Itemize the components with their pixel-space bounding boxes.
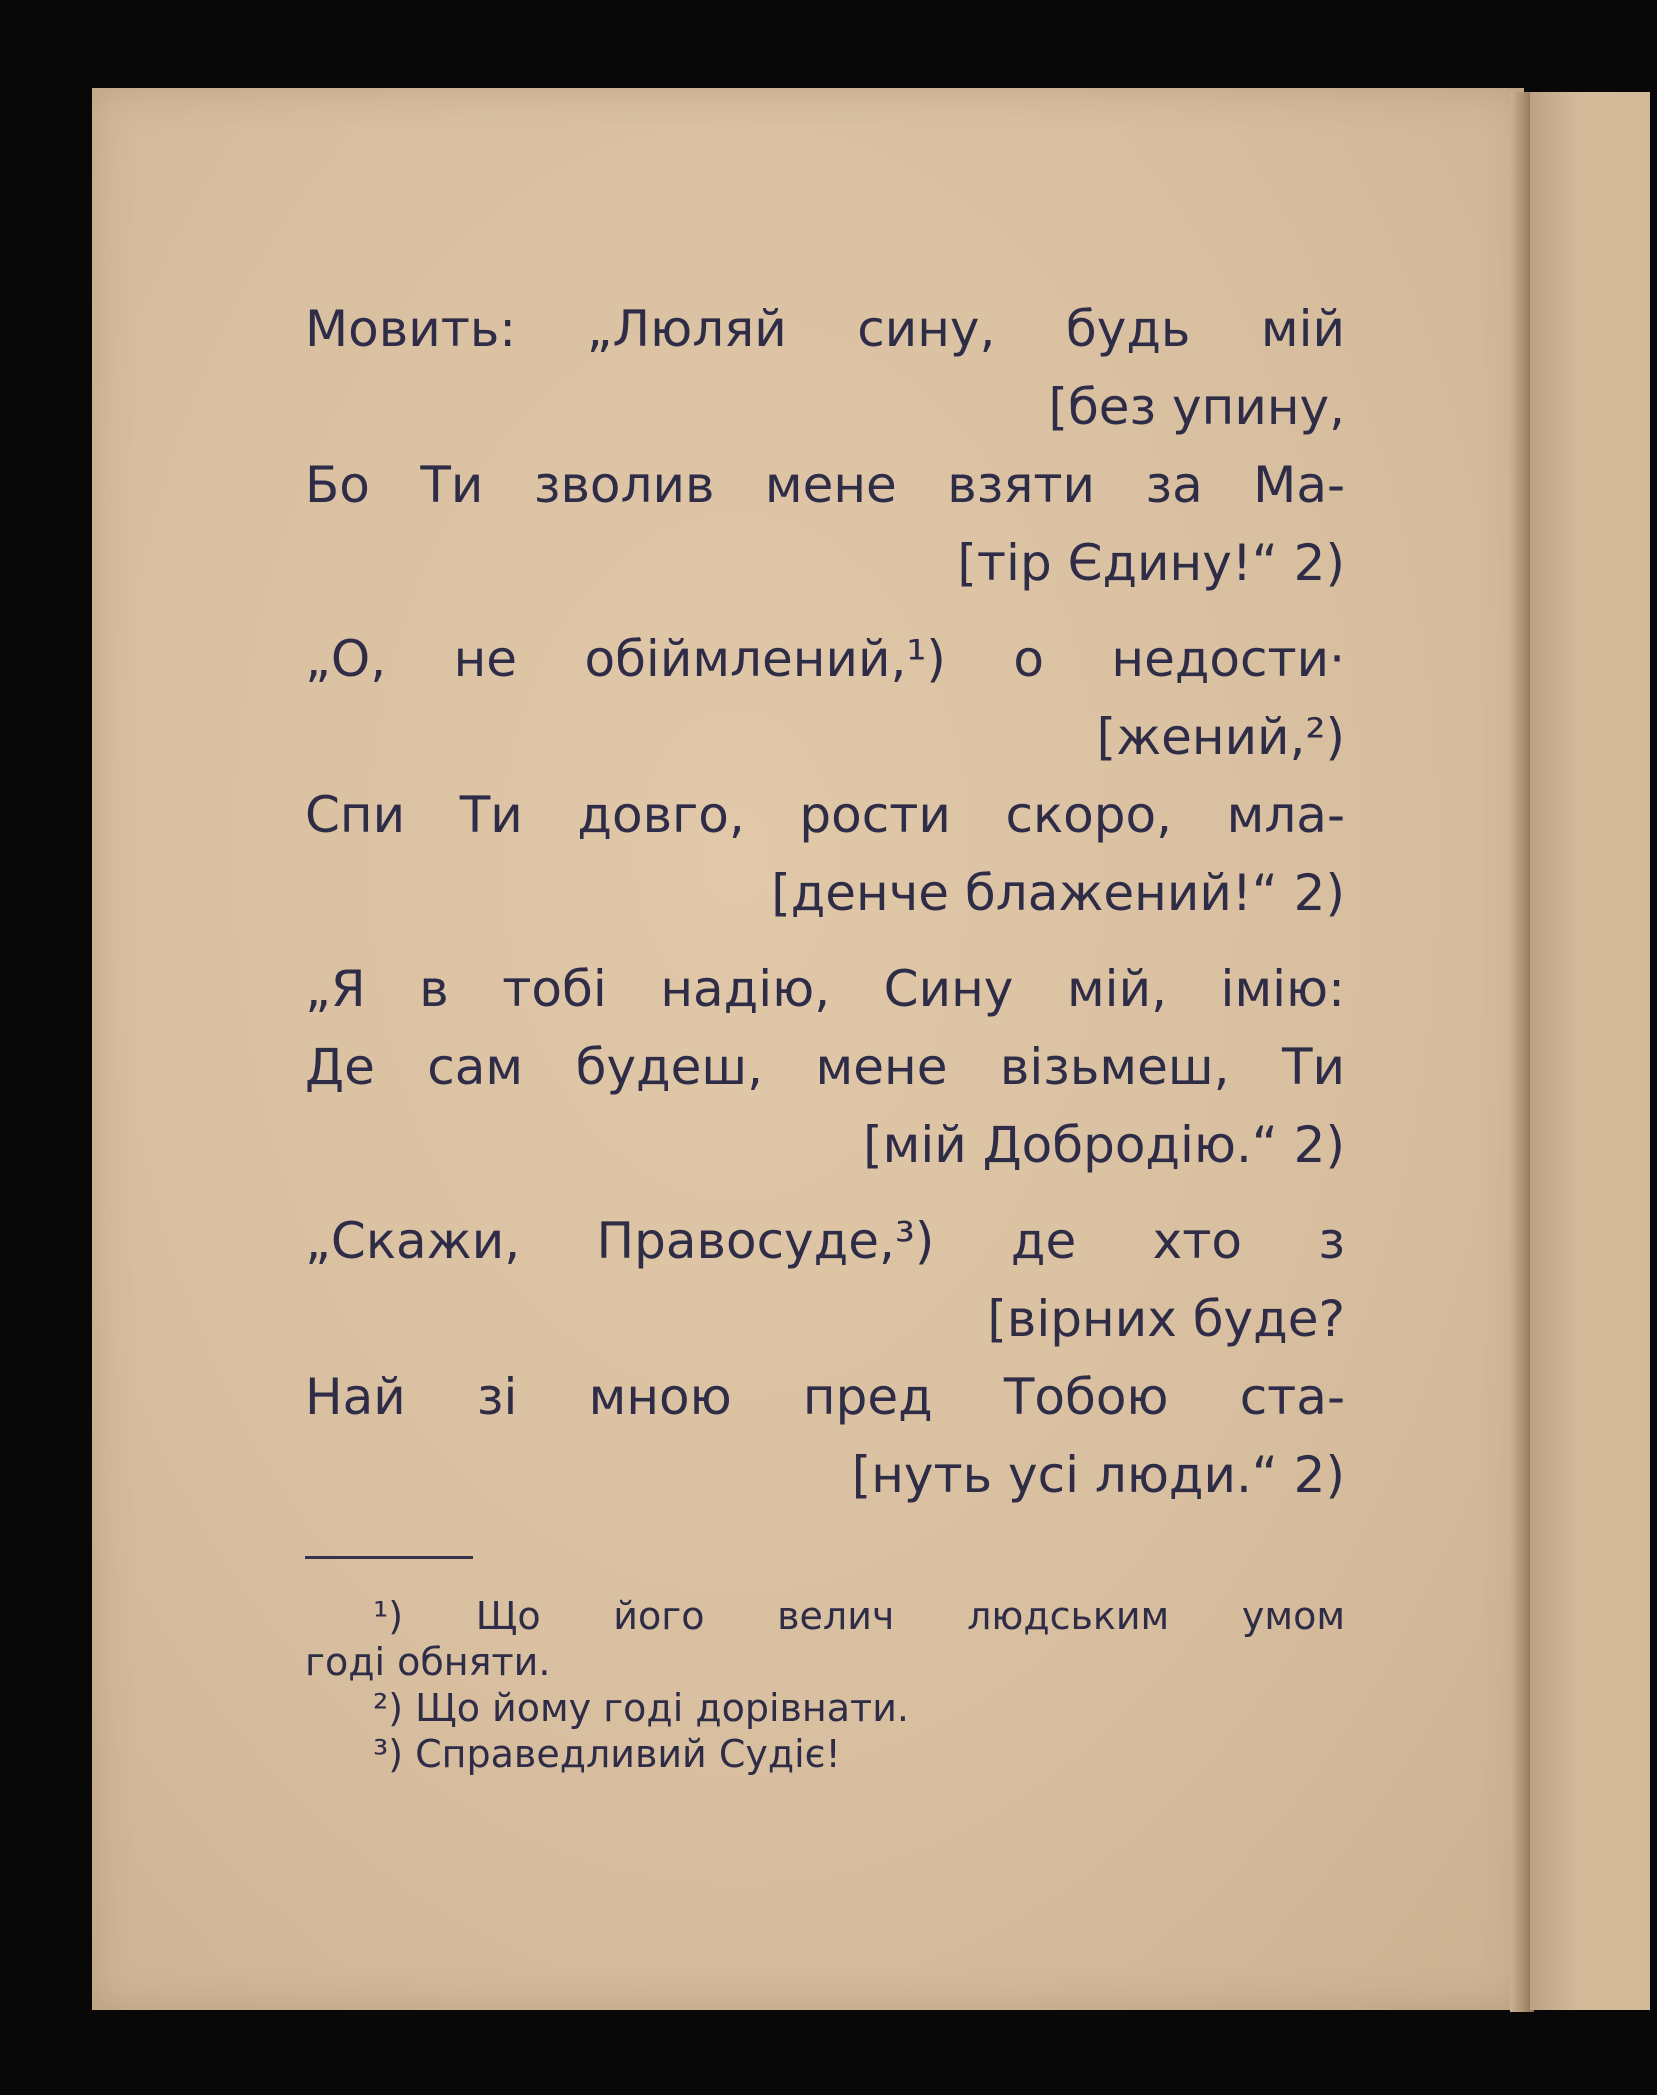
stanza-gap bbox=[305, 932, 1345, 950]
poem-line: „О, не обіймлений,¹) о недости· bbox=[305, 630, 1345, 688]
poem-line: [нуть усі люди.“ 2) bbox=[851, 1446, 1345, 1504]
poem-line: [без упину, bbox=[1048, 378, 1345, 436]
poem-line: „Скажи, Правосуде,³) де хто з bbox=[305, 1212, 1345, 1270]
poem-text-block bbox=[305, 290, 1345, 1777]
poem-line: Мовить: „Люляй сину, будь мій bbox=[305, 300, 1345, 358]
poem-line: Бо Ти зволив мене взяти за Ма- bbox=[305, 456, 1345, 514]
poem-line: „Я в тобі надію, Сину мій, імію: bbox=[305, 960, 1345, 1018]
stanza-gap bbox=[305, 1184, 1345, 1202]
poem-line: [денче блажений!“ 2) bbox=[771, 864, 1345, 922]
poem-line: Де сам будеш, мене візьмеш, Ти bbox=[305, 1038, 1345, 1096]
poem-line: Спи Ти довго, рости скоро, мла- bbox=[305, 786, 1345, 844]
footnote-divider bbox=[305, 1556, 473, 1559]
footnote-3: ³) Справедливий Судіє! bbox=[373, 1732, 841, 1776]
adjacent-page-edge bbox=[1530, 92, 1650, 2010]
poem-line: [мій Добродію.“ 2) bbox=[863, 1116, 1345, 1174]
poem-line: [жений,²) bbox=[1096, 708, 1345, 766]
stanza-gap bbox=[305, 602, 1345, 620]
footnote-1-line-2: годі обняти. bbox=[305, 1640, 551, 1684]
footnote-2: ²) Що йому годі дорівнати. bbox=[373, 1686, 909, 1730]
poem-line: Най зі мною пред Тобою ста- bbox=[305, 1368, 1345, 1426]
poem-line: [тір Єдину!“ 2) bbox=[957, 534, 1345, 592]
footnote-1-line-1: ¹) Що його велич людським умом bbox=[373, 1594, 1345, 1638]
poem-line: [вірних буде? bbox=[987, 1290, 1345, 1348]
